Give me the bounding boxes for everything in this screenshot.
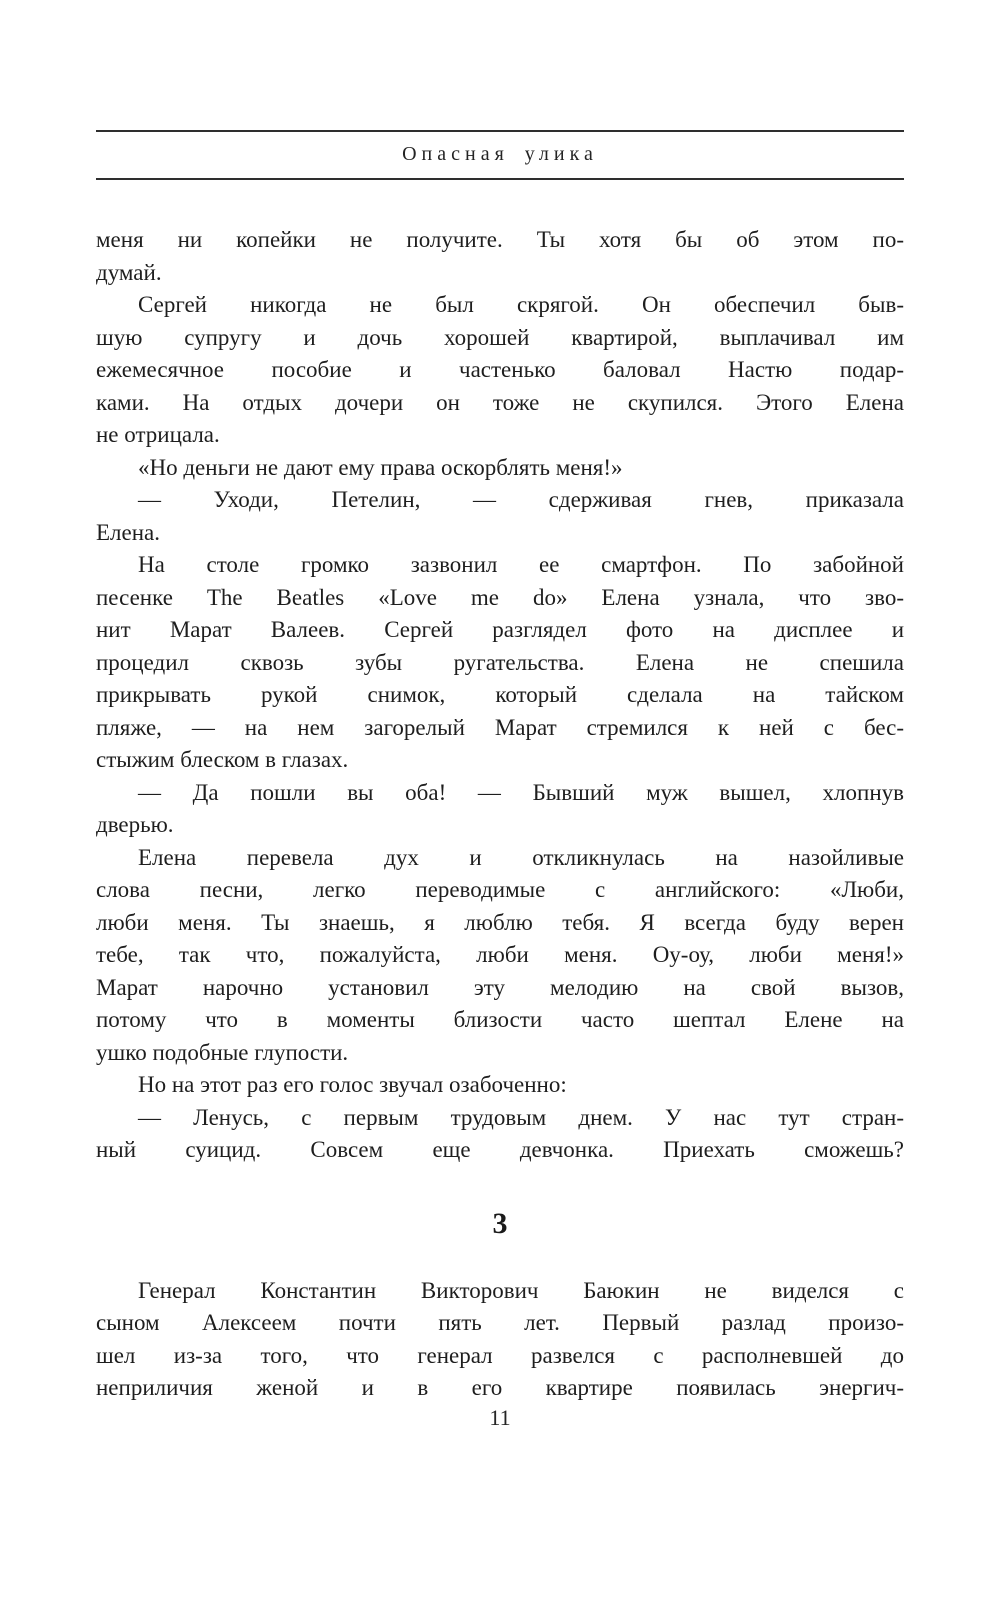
text-line: потому что в моменты близости часто шептал Елене на: [96, 1007, 904, 1032]
text-line: стыжим блеском в глазах.: [96, 747, 349, 772]
page-body: [96, 224, 904, 1405]
running-header-title: Опасная улика: [402, 143, 598, 165]
paragraph: [96, 1069, 904, 1102]
paragraph: [96, 224, 904, 289]
chapter-number-heading: 3: [492, 1206, 508, 1240]
text-line: меня ни копейки не получите. Ты хотя бы об этом по-: [96, 227, 904, 252]
text-line: «Но деньги не дают ему права оскорблять меня!»: [138, 454, 623, 480]
text-line: ками. На отдых дочери он тоже не скупился. Этого Елена: [96, 389, 904, 415]
text-line: Марат нарочно установил эту мелодию на свой вызов,: [96, 974, 904, 1000]
header-rule-bottom: [96, 178, 904, 180]
text-line: Но на этот раз его голос звучал озабоченно:: [138, 1072, 567, 1097]
paragraph: [96, 484, 904, 549]
paragraph: [96, 1275, 904, 1405]
text-line: песенке The Beatles «Love me do» Елена узнала, что зво-: [96, 584, 904, 610]
text-line: шел из-за того, что генерал развелся с располневшей до: [96, 1342, 904, 1368]
text-line: люби меня. Ты знаешь, я люблю тебя. Я всегда буду верен: [96, 909, 904, 935]
text-line: — Да пошли вы оба! — Бывший муж вышел, хлопнув: [138, 779, 904, 805]
text-line: тебе, так что, пожалуйста, люби меня. Оу-оу, люби меня!»: [96, 942, 904, 967]
text-line: шую супругу и дочь хорошей квартирой, выплачивал им: [96, 324, 904, 350]
text-line: — Уходи, Петелин, — сдерживая гнев, приказала: [138, 487, 904, 512]
paragraph: [96, 452, 904, 485]
page-footer: [0, 1405, 1000, 1431]
text-line: слова песни, легко переводимые с английского: «Люби,: [96, 877, 904, 902]
text-line: Елена.: [96, 519, 161, 545]
text-line: ный суицид. Совсем еще девчонка. Приехать сможешь?: [96, 1137, 904, 1162]
text-line: На столе громко зазвонил ее смартфон. По забойной: [138, 552, 904, 577]
text-line: пляже, — на нем загорелый Марат стремился к ней с бес-: [96, 714, 904, 740]
running-header: [96, 130, 904, 180]
paragraph: [96, 549, 904, 777]
text-line: процедил сквозь зубы ругательства. Елена не спешила: [96, 649, 904, 675]
text-line: не отрицала.: [96, 422, 220, 447]
text-line: дверью.: [96, 812, 174, 837]
text-line: прикрывать рукой снимок, который сделала на тайском: [96, 682, 904, 707]
text-line: неприличия женой и в его квартире появилась энергич-: [96, 1375, 904, 1400]
text-line: Сергей никогда не был скрягой. Он обеспечил быв-: [138, 292, 904, 317]
page-number: 11: [489, 1405, 511, 1430]
text-line: ежемесячное пособие и частенько баловал Настю подар-: [96, 357, 904, 382]
text-line: Генерал Константин Викторович Баюкин не виделся с: [138, 1277, 904, 1303]
text-line: ушко подобные глупости.: [96, 1039, 349, 1065]
paragraph: [96, 842, 904, 1070]
paragraph: [96, 777, 904, 842]
text-line: сыном Алексеем почти пять лет. Первый разлад произо-: [96, 1310, 904, 1335]
text-line: думай.: [96, 259, 162, 285]
text-line: нит Марат Валеев. Сергей разглядел фото на дисплее и: [96, 617, 904, 642]
text-line: Елена перевела дух и откликнулась на назойливые: [138, 844, 904, 870]
paragraph: [96, 1102, 904, 1167]
text-line: — Ленусь, с первым трудовым днем. У нас тут стран-: [138, 1104, 904, 1130]
paragraph: [96, 289, 904, 452]
